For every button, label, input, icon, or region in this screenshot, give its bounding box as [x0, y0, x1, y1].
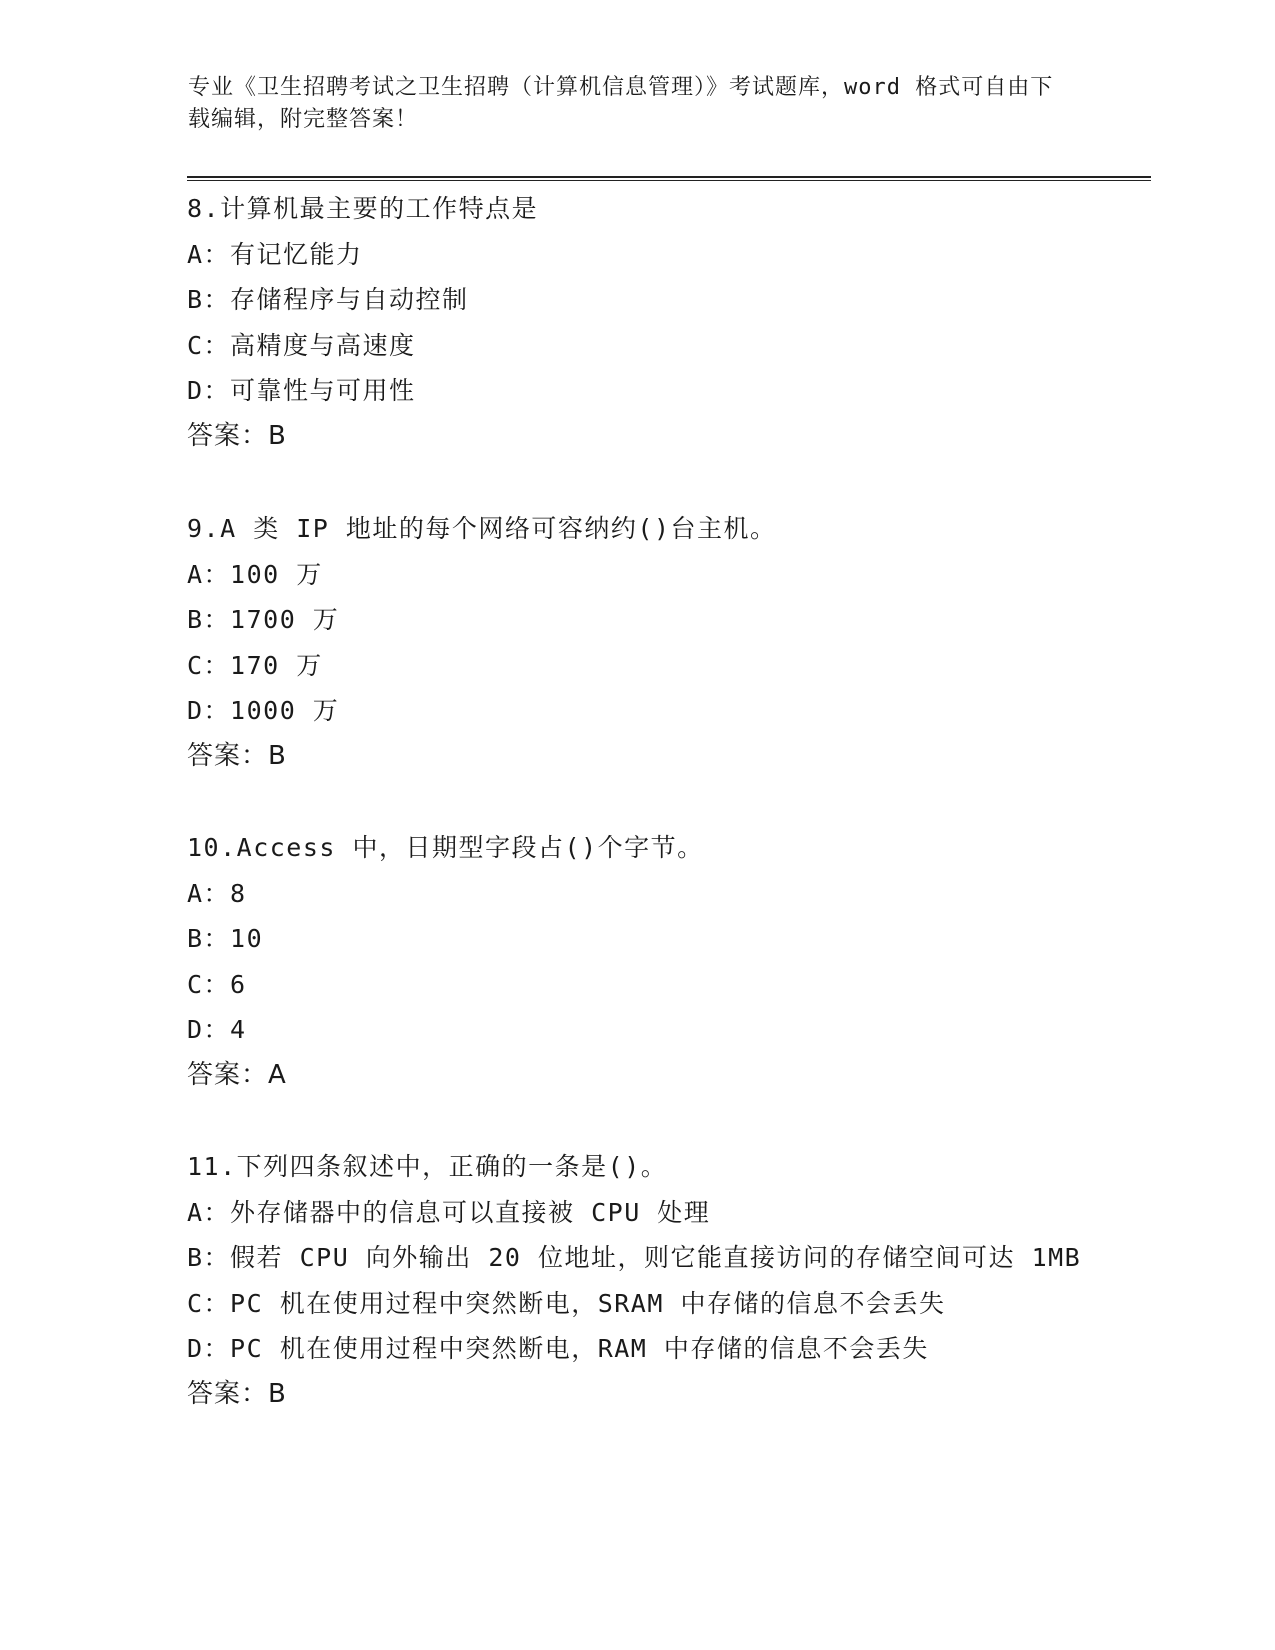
- option-b: B：假若 CPU 向外输出 20 位地址，则它能直接访问的存储空间可达 1MB: [187, 1243, 1082, 1272]
- option-d: D：PC 机在使用过程中突然断电，RAM 中存储的信息不会丢失: [187, 1334, 929, 1363]
- option-b: B：10: [187, 924, 264, 953]
- option-a: A：100 万: [187, 559, 323, 589]
- answer-line: 答案：B: [187, 420, 287, 451]
- question-stem: 8.计算机最主要的工作特点是: [187, 194, 539, 223]
- question-8: [187, 186, 1147, 459]
- option-b: B：1700 万: [187, 605, 340, 634]
- answer-line: 答案：A: [187, 1059, 287, 1090]
- answer-line: 答案：B: [187, 740, 287, 771]
- question-stem: 11.下列四条叙述中，正确的一条是()。: [187, 1152, 668, 1181]
- option-c: C：高精度与高速度: [187, 330, 416, 360]
- option-a: A：8: [187, 878, 247, 908]
- option-c: C：PC 机在使用过程中突然断电，SRAM 中存储的信息不会丢失: [187, 1288, 946, 1318]
- option-c: C：6: [187, 969, 247, 999]
- option-d: D：4: [187, 1015, 247, 1044]
- option-c: C：170 万: [187, 650, 323, 680]
- option-d: D：1000 万: [187, 696, 340, 725]
- document-intro: 专业《卫生招聘考试之卫生招聘（计算机信息管理）》考试题库，word 格式可自由下载编辑，附完整答案！: [188, 75, 1054, 132]
- question-10: [187, 825, 1147, 1098]
- option-a: A：有记忆能力: [187, 239, 363, 269]
- question-stem: 10.Access 中，日期型字段占()个字节。: [187, 833, 704, 862]
- option-a: A：外存储器中的信息可以直接被 CPU 处理: [187, 1197, 711, 1227]
- option-b: B：存储程序与自动控制: [187, 285, 469, 314]
- question-9: [187, 506, 1147, 779]
- question-11: [187, 1144, 1147, 1417]
- answer-line: 答案：B: [187, 1378, 287, 1409]
- header-divider: [187, 176, 1151, 181]
- option-d: D：可靠性与可用性: [187, 376, 416, 405]
- question-stem: 9.A 类 IP 地址的每个网络可容纳约()台主机。: [187, 514, 777, 543]
